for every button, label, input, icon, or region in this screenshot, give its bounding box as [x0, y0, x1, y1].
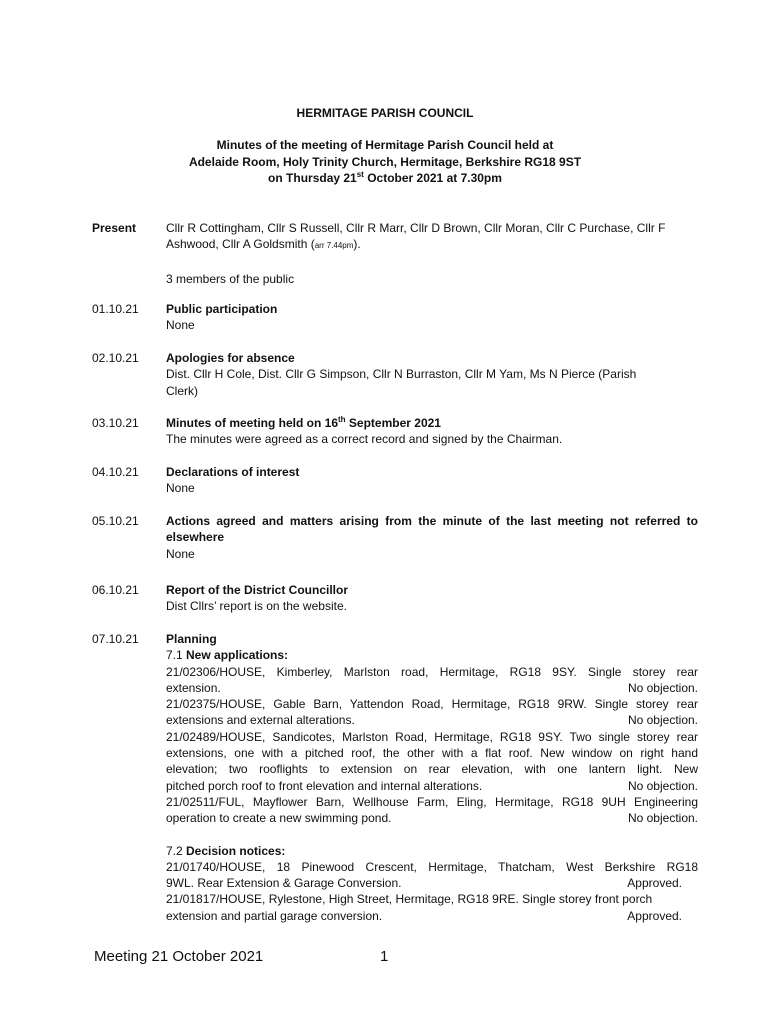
application-2-result: No objection.: [627, 713, 698, 728]
new-applications-heading: 7.1 New applications:: [166, 648, 289, 663]
item-text: None: [166, 318, 195, 333]
item-text-line1: Dist. Cllr H Cole, Dist. Cllr G Simpson, Cllr N Burraston, Cllr M Yam, Ms N Pierce (Parish: [166, 367, 637, 382]
decision-2-line2: extension and partial garage conversion. Approved.: [166, 908, 682, 923]
item-heading-line2: elsewhere: [166, 530, 225, 545]
item-heading-line1: Actions agreed and matters arising from the minute of the last meeting not referred to: [166, 514, 698, 528]
application-2-line1: 21/02375/HOUSE, Gable Barn, Yattendon Road, Hermitage, RG18 9RW. Single storey rear: [166, 697, 698, 712]
application-3-line2: extensions, one with a pitched roof, the other with a flat roof. New window on right hand: [166, 746, 698, 761]
present-line2: Ashwood, Cllr A Goldsmith (arr 7.44pm).: [166, 237, 361, 252]
item-text-line2: Clerk): [166, 383, 198, 398]
footer-page-number: 1: [380, 948, 389, 965]
item-heading: Declarations of interest: [166, 465, 300, 479]
decision-2-line1: 21/01817/HOUSE, Rylestone, High Street, Hermitage, RG18 9RE. Single storey front porch: [166, 892, 653, 907]
council-title: HERMITAGE PARISH COUNCIL: [296, 106, 474, 120]
decision-notices-heading: 7.2 Decision notices:: [166, 843, 286, 858]
item-number: 03.10.21: [92, 416, 139, 430]
application-1-result: No objection.: [627, 680, 698, 695]
decision-2-result: Approved.: [627, 908, 682, 923]
item-number: 04.10.21: [92, 465, 139, 479]
item-heading: Minutes of meeting held on 16th September 2021: [166, 415, 441, 430]
application-3-line3: elevation; two rooflights to extension on rear elevation, with one lantern light. New: [166, 762, 698, 777]
footer-meeting-label: Meeting 21 October 2021: [94, 948, 264, 965]
application-4-line1: 21/02511/FUL, Mayflower Barn, Wellhouse Farm, Eling, Hermitage, RG18 9UH Engineering: [166, 794, 698, 809]
item-heading: Public participation: [166, 302, 278, 316]
application-4-line2: operation to create a new swimming pond. No objection.: [166, 811, 698, 826]
item-heading: Planning: [166, 632, 217, 646]
application-3-result: No objection.: [627, 778, 698, 793]
item-number: 01.10.21: [92, 302, 139, 316]
item-number: 02.10.21: [92, 351, 139, 365]
item-heading: Apologies for absence: [166, 351, 295, 365]
application-4-result: No objection.: [627, 811, 698, 826]
item-text: None: [166, 546, 195, 561]
item-number: 07.10.21: [92, 632, 139, 646]
present-line1: Cllr R Cottingham, Cllr S Russell, Cllr R Marr, Cllr D Brown, Cllr Moran, Cllr C Purchase, Cllr F: [166, 221, 666, 235]
item-text: Dist Cllrs’ report is on the website.: [166, 599, 347, 614]
item-text: The minutes were agreed as a correct record and signed by the Chairman.: [166, 432, 563, 447]
decision-1-line2: 9WL. Rear Extension & Garage Conversion. Approved.: [166, 876, 682, 891]
application-1-line1: 21/02306/HOUSE, Kimberley, Marlston road, Hermitage, RG18 9SY. Single storey rear: [166, 664, 698, 679]
decision-1-result: Approved.: [627, 876, 682, 891]
application-2-line2: extensions and external alterations. No objection.: [166, 713, 698, 728]
item-number: 06.10.21: [92, 583, 139, 597]
public-count: 3 members of the public: [166, 271, 295, 286]
application-3-line1: 21/02489/HOUSE, Sandicotes, Marlston Road, Hermitage, RG18 9SY. Two single storey rear: [166, 729, 698, 744]
item-number: 05.10.21: [92, 514, 139, 528]
item-text: None: [166, 481, 195, 496]
meeting-subtitle-line1: Minutes of the meeting of Hermitage Parish Council held at: [216, 138, 554, 152]
application-3-line4: pitched porch roof to front elevation and internal alterations. No objection.: [166, 778, 698, 793]
meeting-subtitle-line2: Adelaide Room, Holy Trinity Church, Hermitage, Berkshire RG18 9ST: [188, 155, 582, 169]
application-1-line2: extension. No objection.: [166, 680, 698, 695]
item-heading: Report of the District Councillor: [166, 583, 349, 597]
present-label: Present: [92, 221, 137, 235]
decision-1-line1: 21/01740/HOUSE, 18 Pinewood Crescent, Hermitage, Thatcham, West Berkshire RG18: [166, 859, 698, 874]
meeting-date: on Thursday 21st October 2021 at 7.30pm: [268, 170, 502, 185]
